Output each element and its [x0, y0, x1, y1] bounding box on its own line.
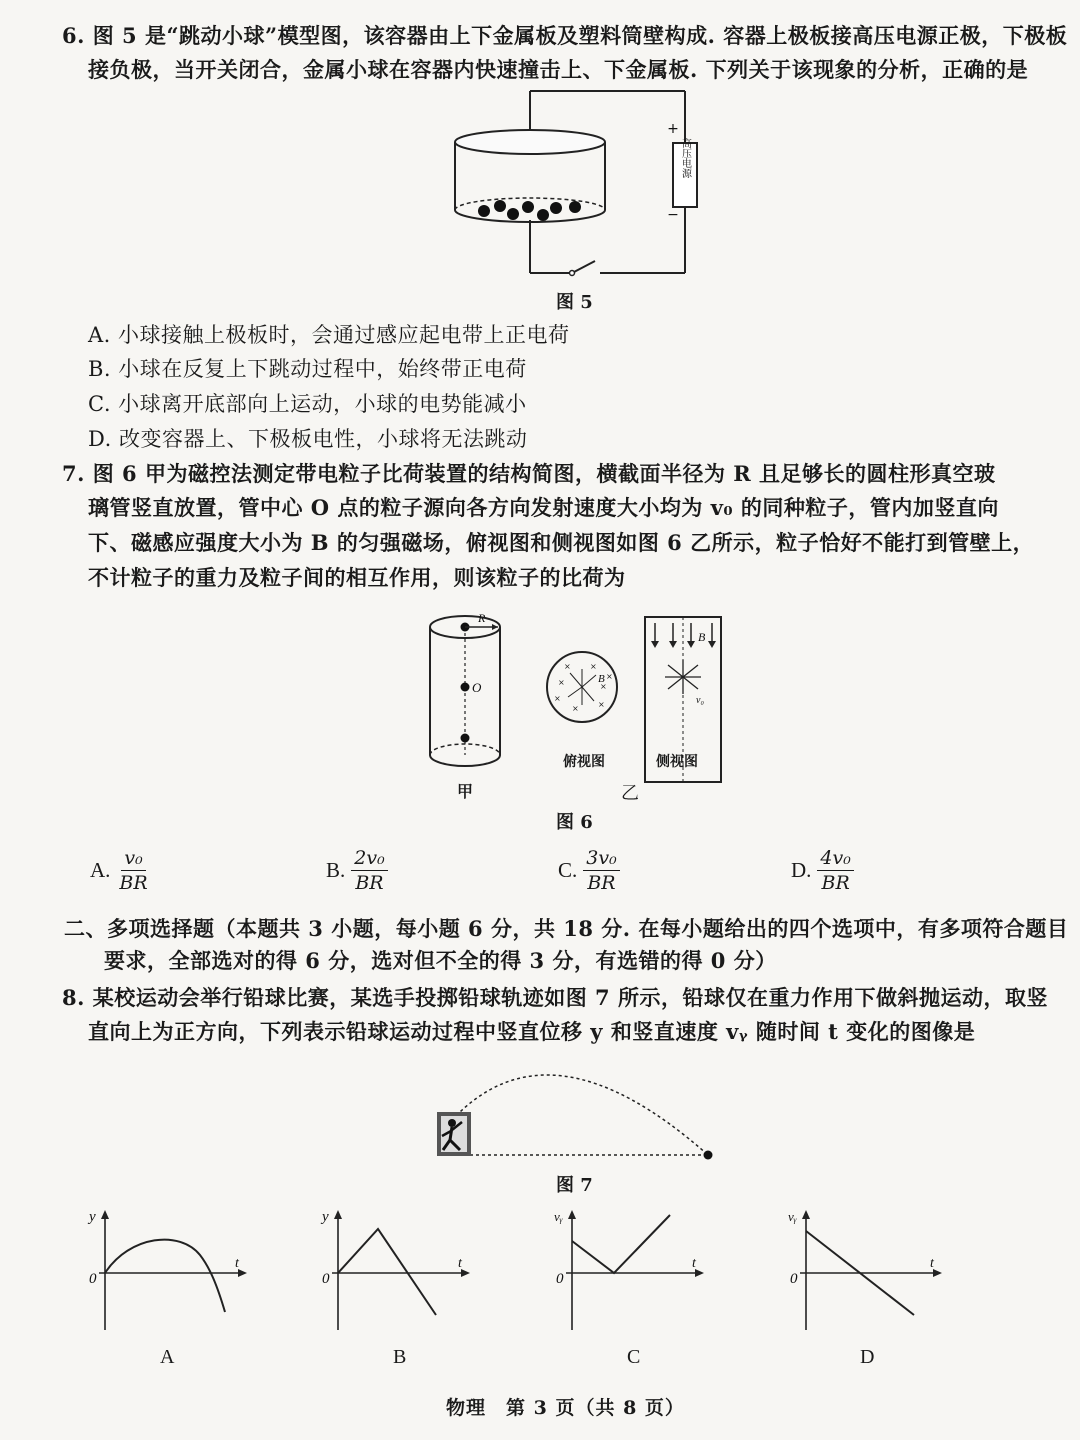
q7-stem-line3: 下、磁感应强度大小为 B 的匀强磁场，俯视图和侧视图如图 6 乙所示，粒子恰好不能打到管壁上，: [88, 530, 1035, 555]
q7-stem-line4: 不计粒子的重力及粒子间的相互作用，则该粒子的比荷为: [88, 565, 626, 590]
figure6-magnetic-tube-diagram: [420, 605, 730, 805]
choice-label: D.: [791, 858, 812, 882]
figure5-jumping-ball-diagram: [440, 85, 710, 285]
graph-b: [318, 1205, 488, 1335]
power-supply-label: 高压电源: [679, 138, 691, 178]
graph-d-xlabel: t: [930, 1256, 934, 1271]
graph-b-origin: 0: [322, 1271, 330, 1287]
figure6-jia-label: 甲: [457, 782, 474, 801]
page-footer: 物理 第 3 页（共 8 页）: [446, 1397, 685, 1419]
figure7-shot-put-trajectory: [430, 1050, 730, 1165]
choice-label: A.: [90, 858, 111, 882]
denominator: BR: [821, 872, 850, 894]
q6-option-c: C. 小球离开底部向上运动，小球的电势能减小: [88, 392, 527, 416]
svg-text:×: ×: [600, 682, 607, 691]
numerator: v₀: [121, 846, 145, 871]
svg-text:×: ×: [606, 672, 613, 681]
graph-b-xlabel: t: [458, 1256, 462, 1271]
q8-stem-line1: 8. 某校运动会举行铅球比赛，某选手投掷铅球轨迹如图 7 所示，铅球仅在重力作用下做斜抛运动，取竖: [62, 985, 1048, 1010]
top-view-circle: [547, 652, 617, 722]
denominator: BR: [355, 872, 384, 894]
numerator: 4v₀: [817, 846, 853, 871]
choice-label: C.: [558, 858, 578, 882]
svg-text:×: ×: [598, 700, 605, 709]
trajectory-arc: [452, 1075, 708, 1155]
denominator: BR: [587, 872, 616, 894]
graph-c: [552, 1205, 722, 1335]
q8-stem-line2: 直向上为正方向，下列表示铅球运动过程中竖直位移 y 和竖直速度 vᵧ 随时间 t 变化的图像是: [88, 1019, 976, 1044]
figure7-caption: 图 7: [556, 1175, 593, 1196]
graph-a-xlabel: t: [235, 1256, 239, 1271]
shot-ball: [704, 1151, 713, 1160]
fraction: [583, 846, 619, 895]
fraction: [351, 846, 387, 895]
svg-text:×: ×: [590, 662, 597, 671]
radius-label: R: [478, 611, 486, 625]
figure5-caption: 图 5: [556, 292, 593, 313]
q6-stem-line1: 6. 图 5 是“跳动小球”模型图，该容器由上下金属板及塑料筒壁构成. 容器上极板接高压电源正极，下极板: [62, 23, 1068, 48]
denominator: BR: [119, 872, 148, 894]
graph-a-origin: 0: [89, 1271, 97, 1287]
q6-stem-line2: 接负极，当开关闭合，金属小球在容器内快速撞击上、下金属板. 下列关于该现象的分析，正确的是: [88, 57, 1029, 82]
figure6-caption: 图 6: [556, 812, 593, 833]
thrower-figure: [437, 1112, 471, 1156]
svg-text:×: ×: [554, 694, 561, 703]
top-view-b-label: B: [598, 673, 605, 685]
plus-sign: +: [667, 121, 679, 137]
q6-option-d: D. 改变容器上、下极板电性，小球将无法跳动: [88, 427, 528, 451]
graph-c-label: C: [627, 1346, 641, 1368]
q7-stem-line2: 璃管竖直放置，管中心 O 点的粒子源向各方向发射速度大小均为 v₀ 的同种粒子，管内加竖直向: [88, 495, 999, 520]
section2-heading-line1: 二、多项选择题（本题共 3 小题，每小题 6 分，共 18 分. 在每小题给出的四个选项中，有多项符合题目: [64, 916, 1069, 941]
fraction: [116, 846, 150, 895]
q7-choice-c: [558, 846, 620, 895]
side-view-b-label: B: [698, 630, 706, 644]
choice-label: B.: [326, 858, 346, 882]
graph-d-label: D: [860, 1346, 875, 1368]
numerator: 2v₀: [351, 846, 387, 871]
top-view-label: 俯视图: [563, 754, 605, 770]
graph-d-origin: 0: [790, 1271, 798, 1287]
q6-option-b: B. 小球在反复上下跳动过程中，始终带正电荷: [88, 357, 527, 381]
graph-c-origin: 0: [556, 1271, 564, 1287]
graph-c-xlabel: t: [692, 1256, 696, 1271]
graph-a-ylabel: y: [89, 1209, 96, 1225]
graph-a: [85, 1205, 255, 1335]
metal-balls: [478, 200, 581, 221]
graph-c-ylabel: vᵧ: [554, 1209, 563, 1224]
graph-b-label: B: [393, 1346, 407, 1368]
center-o-label: O: [472, 680, 482, 695]
q7-choice-a: [90, 846, 151, 895]
q7-choice-b: [326, 846, 388, 895]
q6-option-a: A. 小球接触上极板时，会通过感应起电带上正电荷: [88, 323, 570, 347]
svg-text:×: ×: [564, 662, 571, 671]
graph-b-ylabel: y: [322, 1209, 329, 1225]
graph-a-label: A: [160, 1346, 175, 1368]
q7-choice-d: [791, 846, 854, 895]
graph-d-ylabel: vᵧ: [788, 1209, 797, 1224]
fraction: [817, 846, 853, 895]
svg-text:×: ×: [572, 704, 579, 713]
side-view-label: 侧视图: [656, 754, 698, 770]
section2-heading-line2: 要求，全部选对的得 6 分，选对但不全的得 3 分，有选错的得 0 分）: [104, 948, 777, 973]
svg-text:×: ×: [558, 678, 565, 687]
q7-stem-line1: 7. 图 6 甲为磁控法测定带电粒子比荷装置的结构简图，横截面半径为 R 且足够长的圆柱形真空玻: [62, 461, 996, 486]
cylinder-jia: [430, 611, 500, 766]
v0-label: v₀: [696, 695, 704, 706]
figure6-yi-label: 乙: [621, 783, 639, 804]
minus-sign: −: [667, 207, 679, 223]
switch-lever: [574, 261, 595, 272]
graph-d: [786, 1205, 956, 1335]
numerator: 3v₀: [583, 846, 619, 871]
